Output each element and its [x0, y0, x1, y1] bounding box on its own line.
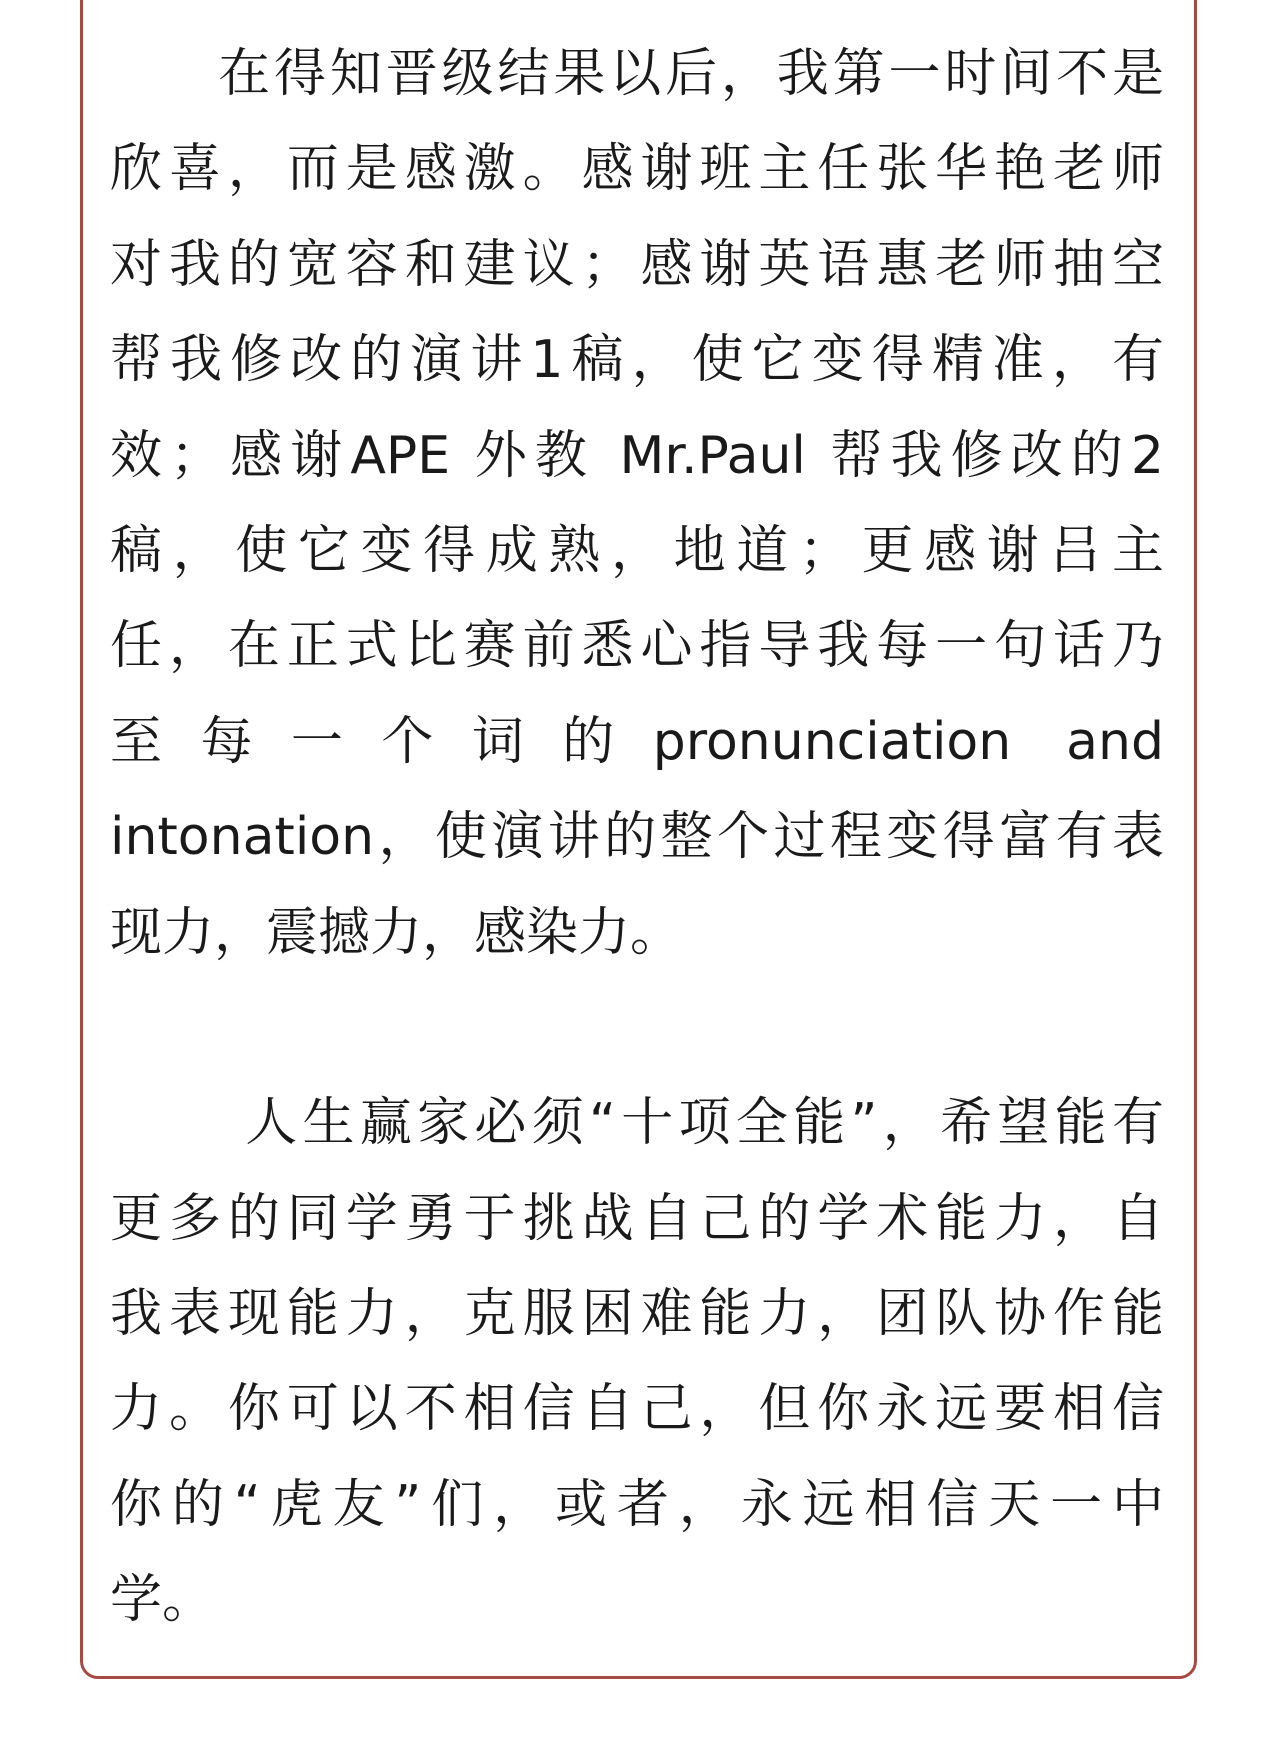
paragraph-line: 对我的宽容和建议；感谢英语惠老师抽空 [110, 234, 1164, 295]
paragraph-line: 现力，震撼力，感染力。 [110, 902, 683, 963]
paragraph-line: 我表现能力，克服困难能力，团队协作能 [110, 1284, 1164, 1345]
paragraph-line: 帮我修改的演讲1稿，使它变得精准，有 [110, 330, 1164, 391]
paragraph-line: 欣喜，而是感激。感谢班主任张华艳老师 [110, 139, 1164, 200]
paragraph-line: 学。 [110, 1570, 215, 1631]
paragraph-line: 在得知晋级结果以后，我第一时间不是 [218, 44, 1164, 104]
paragraph-line: 人生赢家必须“十项全能”，希望能有 [245, 1093, 1164, 1154]
paragraph-line: 任，在正式比赛前悉心指导我每一句话乃 [110, 616, 1164, 677]
paragraph-line: 力。你可以不相信自己，但你永远要相信 [110, 1379, 1164, 1440]
paragraph-line: 你的“虎友”们，或者，永远相信天一中 [110, 1474, 1164, 1535]
paragraph-line: 稿，使它变得成熟，地道；更感谢吕主 [110, 520, 1164, 581]
paragraph-gratitude [110, 27, 1164, 981]
paragraph-line: 效；感谢APE 外教 Mr.Paul 帮我修改的2 [110, 425, 1164, 486]
paragraph-line: intonation，使演讲的整个过程变得富有表 [110, 807, 1164, 868]
paragraph-line: 更多的同学勇于挑战自己的学术能力，自 [110, 1188, 1164, 1249]
article-body [110, 27, 1164, 1649]
paragraph-encouragement [110, 1076, 1164, 1648]
paragraph-line: 至每一个词的pronunciation and [110, 711, 1164, 772]
